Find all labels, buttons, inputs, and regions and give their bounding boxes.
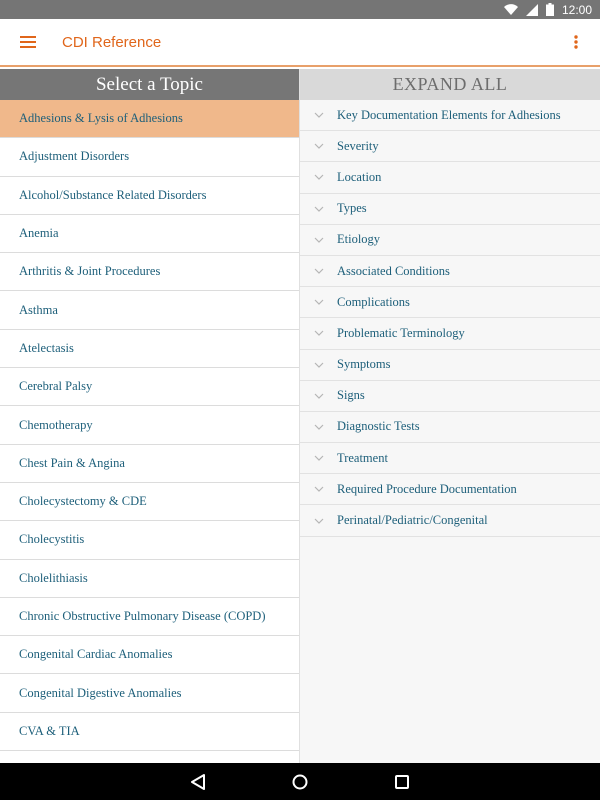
topic-list-item[interactable]: Cholelithiasis [0, 560, 299, 598]
topic-list-item[interactable]: Chronic Obstructive Pulmonary Disease (COPD) [0, 598, 299, 636]
section-accordion-item[interactable] [300, 381, 600, 412]
topic-list-item[interactable]: Adhesions & Lysis of Adhesions [0, 100, 299, 138]
chevron-down-icon [300, 206, 337, 212]
topic-list-item[interactable]: Alcohol/Substance Related Disorders [0, 177, 299, 215]
section-accordion-item[interactable] [300, 256, 600, 287]
home-circle-icon[interactable] [288, 770, 312, 794]
section-accordion-item[interactable] [300, 412, 600, 443]
wifi-icon [504, 4, 518, 16]
section-accordion-item[interactable] [300, 100, 600, 131]
section-label: Treatment [337, 450, 388, 465]
chevron-down-icon [300, 424, 337, 430]
section-accordion-item[interactable] [300, 318, 600, 349]
topic-list-item[interactable]: Cholecystectomy & CDE [0, 483, 299, 521]
chevron-down-icon [300, 237, 337, 243]
topic-list-item[interactable]: Chest Pain & Angina [0, 445, 299, 483]
section-label: Complications [337, 294, 410, 309]
topic-list-item[interactable]: Anemia [0, 215, 299, 253]
section-label: Perinatal/Pediatric/Congenital [337, 513, 488, 528]
section-label: Required Procedure Documentation [337, 481, 517, 496]
chevron-down-icon [300, 486, 337, 492]
topic-list-panel [0, 69, 300, 763]
status-bar [0, 0, 600, 19]
back-triangle-icon[interactable] [186, 770, 210, 794]
topic-list-item[interactable]: Congenital Digestive Anomalies [0, 674, 299, 712]
topic-list-item[interactable]: Arthritis & Joint Procedures [0, 253, 299, 291]
system-nav-bar [0, 763, 600, 800]
more-vertical-icon[interactable] [552, 18, 600, 66]
topic-list-item[interactable]: Asthma [0, 291, 299, 329]
section-list-panel [300, 69, 600, 763]
section-accordion-item[interactable] [300, 474, 600, 505]
topic-list-item[interactable]: Cerebral Palsy [0, 368, 299, 406]
app-bar [0, 19, 600, 67]
expand-all-button[interactable]: EXPAND ALL [300, 69, 600, 100]
section-accordion-item[interactable] [300, 225, 600, 256]
signal-icon [526, 4, 538, 16]
topic-list-item[interactable]: Adjustment Disorders [0, 138, 299, 176]
status-time: 12:00 [561, 2, 592, 17]
section-label: Problematic Terminology [337, 325, 465, 340]
chevron-down-icon [300, 393, 337, 399]
section-label: Key Documentation Elements for Adhesions [337, 107, 561, 122]
section-label: Associated Conditions [337, 263, 450, 278]
section-accordion-item[interactable] [300, 194, 600, 225]
chevron-down-icon [300, 518, 337, 524]
section-accordion-item[interactable] [300, 162, 600, 193]
chevron-down-icon [300, 112, 337, 118]
section-accordion-item[interactable] [300, 443, 600, 474]
topic-list-item[interactable]: Congenital Cardiac Anomalies [0, 636, 299, 674]
chevron-down-icon [300, 174, 337, 180]
topic-list-item[interactable]: Cholecystitis [0, 521, 299, 559]
chevron-down-icon [300, 362, 337, 368]
chevron-down-icon [300, 299, 337, 305]
section-label: Severity [337, 138, 379, 153]
chevron-down-icon [300, 268, 337, 274]
battery-icon [546, 3, 554, 16]
section-label: Location [337, 169, 382, 184]
section-label: Diagnostic Tests [337, 419, 420, 434]
chevron-down-icon [300, 330, 337, 336]
section-list [300, 100, 600, 537]
chevron-down-icon [300, 455, 337, 461]
section-accordion-item[interactable] [300, 505, 600, 536]
recents-square-icon[interactable] [390, 770, 414, 794]
section-label: Symptoms [337, 357, 391, 372]
app-title: CDI Reference [62, 33, 162, 51]
section-label: Signs [337, 388, 365, 403]
hamburger-menu-icon[interactable] [0, 18, 56, 66]
chevron-down-icon [300, 143, 337, 149]
section-accordion-item[interactable] [300, 287, 600, 318]
topic-list-header: Select a Topic [0, 69, 299, 100]
section-accordion-item[interactable] [300, 350, 600, 381]
section-accordion-item[interactable] [300, 131, 600, 162]
topic-list [0, 100, 299, 751]
topic-list-item[interactable]: Atelectasis [0, 330, 299, 368]
topic-list-item[interactable]: CVA & TIA [0, 713, 299, 751]
section-label: Etiology [337, 232, 381, 247]
section-label: Types [337, 201, 367, 216]
topic-list-item[interactable]: Chemotherapy [0, 406, 299, 444]
